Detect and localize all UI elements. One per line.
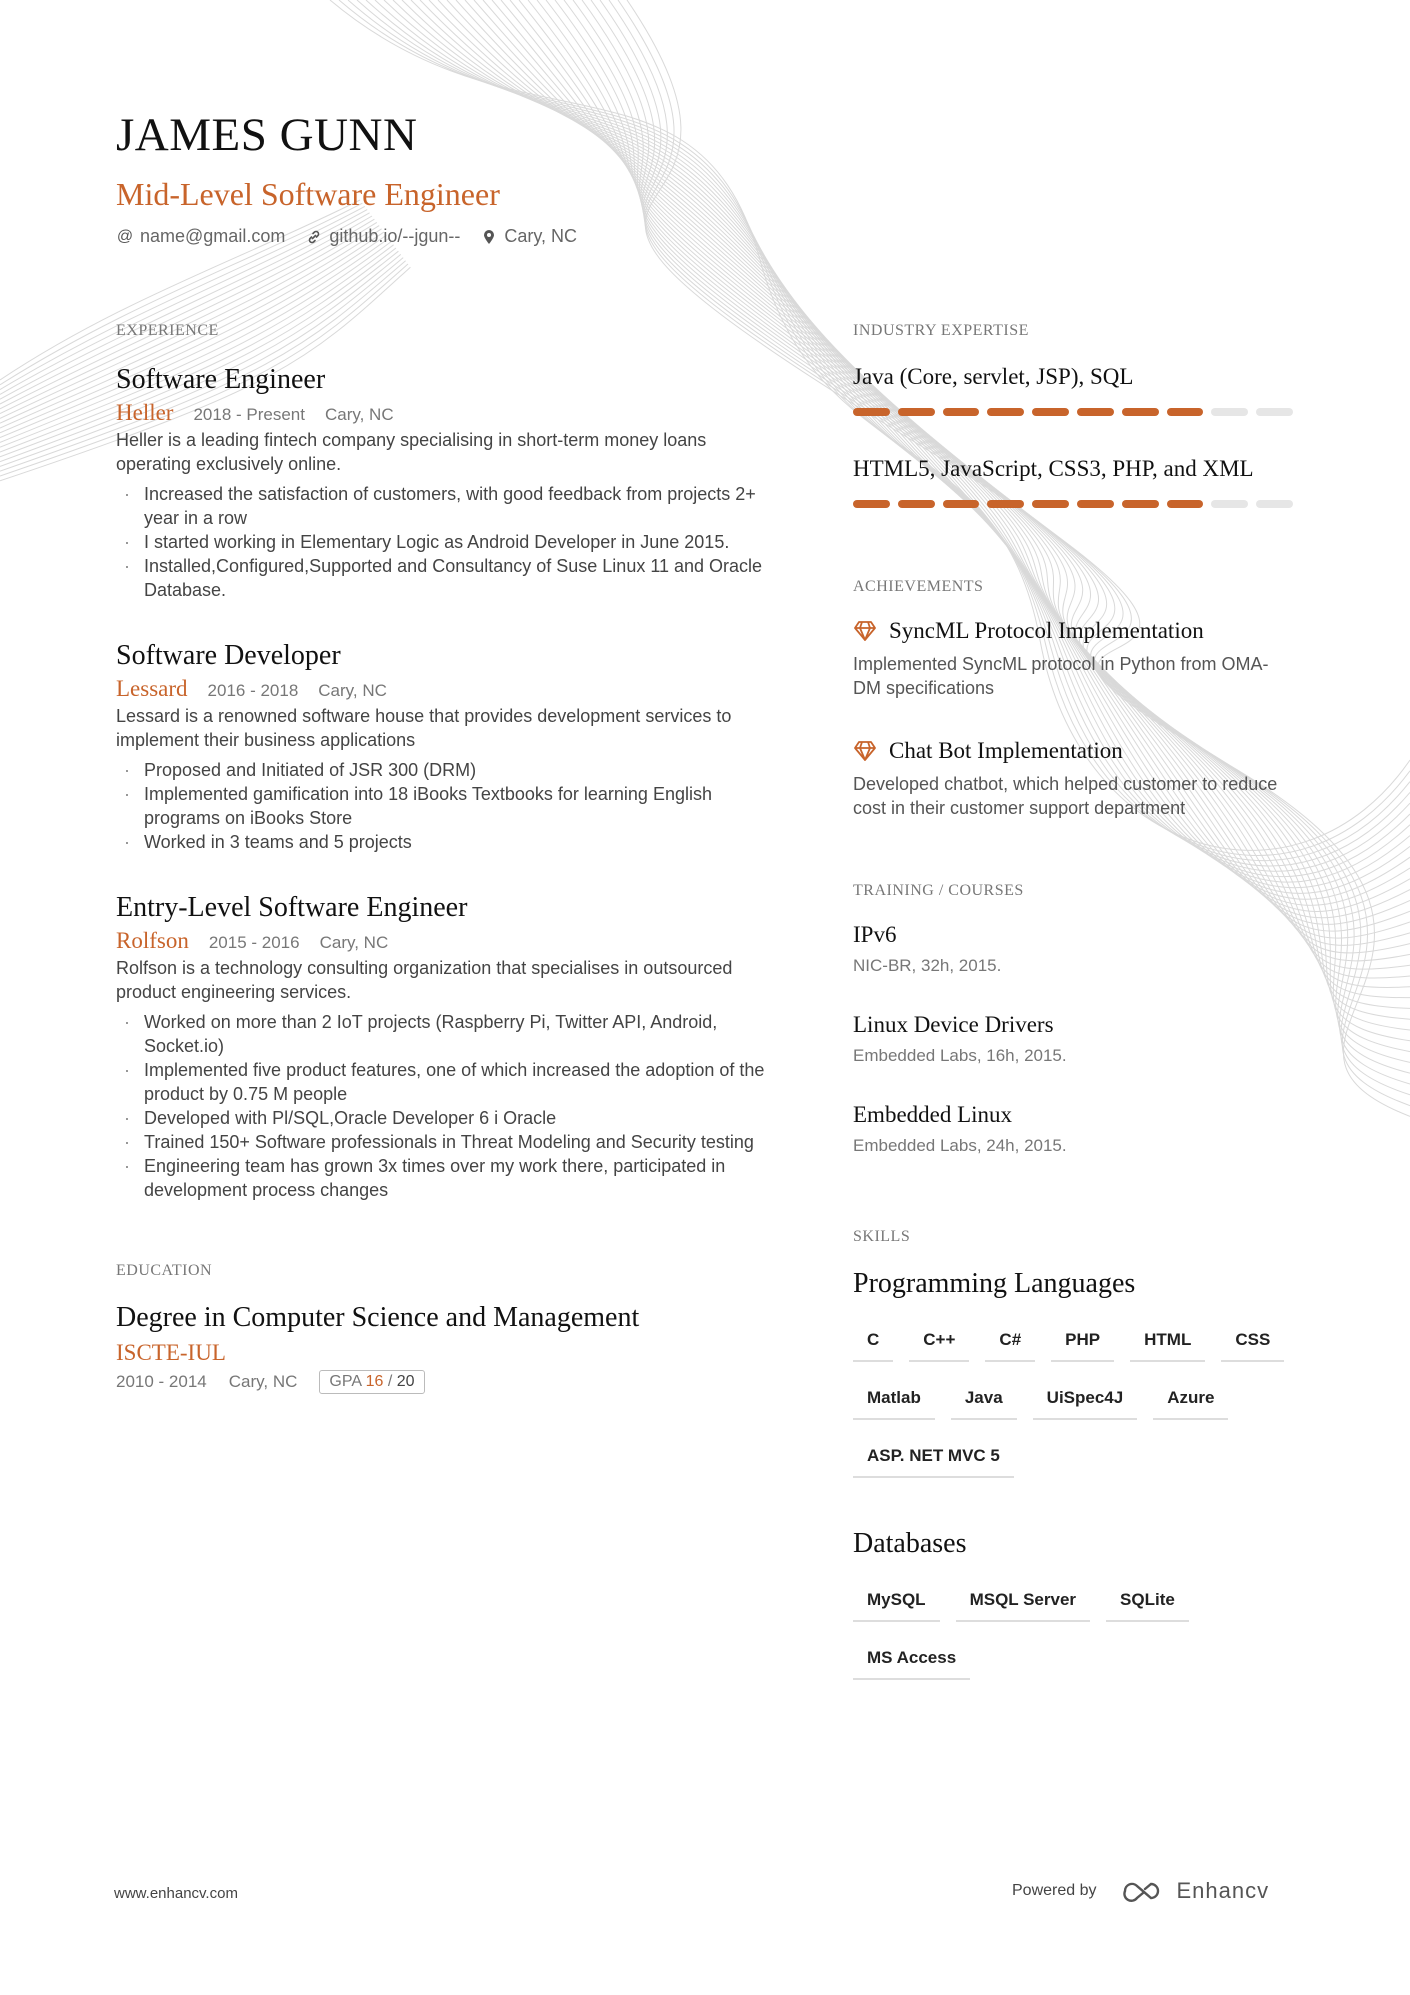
expertise-item bbox=[853, 364, 1293, 416]
gpa-label: GPA bbox=[329, 1373, 362, 1390]
school-name: ISCTE-IUL bbox=[116, 1340, 226, 1365]
course-item bbox=[853, 922, 1293, 976]
skill-tag: MySQL bbox=[853, 1586, 940, 1622]
education-location: Cary, NC bbox=[228, 1372, 298, 1391]
contact-location-text: Cary, NC bbox=[504, 226, 578, 246]
job-dates: 2018 - Present bbox=[193, 405, 305, 424]
job-meta bbox=[116, 676, 781, 702]
expertise-label: Java (Core, servlet, JSP), SQL bbox=[853, 364, 1134, 389]
company-description: Rolfson is a technology consulting organization that specialises in outsourced product engineering services. bbox=[116, 958, 733, 1002]
brand-logo[interactable] bbox=[1121, 1878, 1270, 1904]
education-section-title: EDUCATION bbox=[116, 1262, 213, 1279]
job-bullets bbox=[116, 1010, 781, 1202]
level-segment bbox=[1122, 500, 1159, 508]
skill-tag: C++ bbox=[909, 1326, 969, 1362]
right-column bbox=[853, 322, 1293, 1680]
experience-item bbox=[116, 364, 781, 602]
level-segment bbox=[943, 408, 980, 416]
job-location: Cary, NC bbox=[318, 681, 387, 700]
gpa-max: 20 bbox=[396, 1373, 415, 1390]
skill-tag: SQLite bbox=[1106, 1586, 1189, 1622]
enhancv-logo-icon bbox=[1121, 1879, 1167, 1903]
skill-tag: CSS bbox=[1221, 1326, 1284, 1362]
education-meta bbox=[116, 1370, 781, 1394]
job-title: Software Developer bbox=[116, 640, 341, 671]
education-dates: 2010 - 2014 bbox=[116, 1372, 207, 1391]
bullet-item: · Installed,Configured,Supported and Consultancy of Suse Linux 11 and Oracle Database. bbox=[116, 554, 781, 602]
skill-tag: MS Access bbox=[853, 1644, 970, 1680]
experience-item bbox=[116, 892, 781, 1202]
skill-tag: ASP. NET MVC 5 bbox=[853, 1442, 1014, 1478]
company-description: Lessard is a renowned software house that provides development services to implement their business applications bbox=[116, 706, 732, 750]
experience-section-title: EXPERIENCE bbox=[116, 322, 219, 339]
skills-section-title: SKILLS bbox=[853, 1228, 911, 1245]
level-segment bbox=[1122, 408, 1159, 416]
bullet-item: · Trained 150+ Software professionals in Threat Modeling and Security testing bbox=[116, 1130, 781, 1154]
job-title: Software Engineer bbox=[116, 364, 326, 395]
degree-title: Degree in Computer Science and Management bbox=[116, 1302, 640, 1333]
bullet-item: · Proposed and Initiated of JSR 300 (DRM) bbox=[116, 758, 781, 782]
job-title: Entry-Level Software Engineer bbox=[116, 892, 468, 923]
skill-tag: Matlab bbox=[853, 1384, 935, 1420]
diamond-icon bbox=[853, 620, 877, 642]
bullet-item: · Increased the satisfaction of customers, with good feedback from projects 2+ year in a row bbox=[116, 482, 781, 530]
left-column bbox=[116, 322, 781, 1394]
skill-group-title: Programming Languages bbox=[853, 1268, 1136, 1299]
contact-location bbox=[480, 226, 577, 247]
level-segment bbox=[1032, 500, 1069, 508]
level-segment bbox=[987, 500, 1024, 508]
job-location: Cary, NC bbox=[319, 933, 389, 952]
course-title: IPv6 bbox=[853, 922, 897, 947]
company-description: Heller is a leading fintech company specialising in short-term money loans operating exclusively online. bbox=[116, 430, 707, 474]
bullet-item: · Worked in 3 teams and 5 projects bbox=[116, 830, 781, 854]
job-meta bbox=[116, 400, 781, 426]
skill-tag: HTML bbox=[1130, 1326, 1205, 1362]
level-segment bbox=[1077, 408, 1114, 416]
link-icon bbox=[305, 229, 323, 245]
course-item bbox=[853, 1102, 1293, 1156]
course-meta: Embedded Labs, 24h, 2015. bbox=[853, 1136, 1067, 1155]
bullet-item: · Implemented five product features, one of which increased the adoption of the product by 0.75 M people bbox=[116, 1058, 781, 1106]
level-segment bbox=[1256, 500, 1293, 508]
bullet-item: · I started working in Elementary Logic as Android Developer in June 2015. bbox=[116, 530, 781, 554]
level-segment bbox=[898, 500, 935, 508]
level-segment bbox=[987, 408, 1024, 416]
skill-tag: UiSpec4J bbox=[1033, 1384, 1138, 1420]
bullet-item: · Engineering team has grown 3x times over my work there, participated in development process changes bbox=[116, 1154, 781, 1202]
course-item bbox=[853, 1012, 1293, 1066]
expertise-section-title: INDUSTRY EXPERTISE bbox=[853, 322, 1029, 339]
bullet-item: · Developed with Pl/SQL,Oracle Developer 6 i Oracle bbox=[116, 1106, 781, 1130]
level-segment bbox=[1167, 500, 1204, 508]
contact-website[interactable] bbox=[305, 226, 460, 247]
skill-tag: C# bbox=[985, 1326, 1035, 1362]
level-segment bbox=[1211, 408, 1248, 416]
course-meta: Embedded Labs, 16h, 2015. bbox=[853, 1046, 1067, 1065]
contact-website-text: github.io/--jgun-- bbox=[329, 226, 461, 246]
gpa-value: 16 bbox=[365, 1373, 384, 1390]
location-icon bbox=[480, 229, 498, 245]
skill-tag: MSQL Server bbox=[956, 1586, 1090, 1622]
experience-item bbox=[116, 640, 781, 854]
expertise-level-bar bbox=[853, 408, 1293, 416]
bullet-item: · Implemented gamification into 18 iBooks Textbooks for learning English programs on iBooks Store bbox=[116, 782, 781, 830]
level-segment bbox=[1077, 500, 1114, 508]
contact-email-text: name@gmail.com bbox=[140, 226, 286, 246]
company-name: Heller bbox=[116, 400, 174, 425]
level-segment bbox=[943, 500, 980, 508]
candidate-role: Mid-Level Software Engineer bbox=[116, 176, 500, 212]
course-meta: NIC-BR, 32h, 2015. bbox=[853, 956, 1002, 975]
candidate-name: JAMES GUNN bbox=[116, 109, 418, 161]
level-segment bbox=[1211, 500, 1248, 508]
job-dates: 2015 - 2016 bbox=[208, 933, 300, 952]
achievements-section-title: ACHIEVEMENTS bbox=[853, 578, 984, 595]
achievement-description: Developed chatbot, which helped customer to reduce cost in their customer support department bbox=[853, 774, 1278, 818]
skill-group-title: Databases bbox=[853, 1528, 967, 1559]
company-name: Lessard bbox=[116, 676, 188, 701]
expertise-item bbox=[853, 456, 1293, 508]
training-section-title: TRAINING / COURSES bbox=[853, 882, 1024, 899]
achievement-title: SyncML Protocol Implementation bbox=[889, 618, 1204, 643]
skill-tags bbox=[853, 1586, 1293, 1680]
diamond-icon bbox=[853, 740, 877, 762]
level-segment bbox=[1032, 408, 1069, 416]
level-segment bbox=[898, 408, 935, 416]
achievement-header bbox=[853, 618, 1293, 644]
brand-name: Enhancv bbox=[1176, 1878, 1270, 1903]
achievement-item bbox=[853, 738, 1293, 820]
achievement-title: Chat Bot Implementation bbox=[889, 738, 1123, 763]
job-meta bbox=[116, 928, 781, 954]
course-title: Embedded Linux bbox=[853, 1102, 1013, 1127]
level-segment bbox=[853, 500, 890, 508]
achievement-description: Implemented SyncML protocol in Python from OMA-DM specifications bbox=[853, 654, 1269, 698]
achievement-item bbox=[853, 618, 1293, 700]
expertise-label: HTML5, JavaScript, CSS3, PHP, and XML bbox=[853, 456, 1254, 481]
skill-tag: C bbox=[853, 1326, 893, 1362]
expertise-level-bar bbox=[853, 500, 1293, 508]
company-name: Rolfson bbox=[116, 928, 189, 953]
at-icon: @ bbox=[116, 227, 134, 245]
contact-email[interactable] bbox=[116, 226, 285, 247]
contact-row bbox=[116, 226, 577, 247]
skill-tag: Java bbox=[951, 1384, 1017, 1420]
skill-tag: PHP bbox=[1051, 1326, 1114, 1362]
bullet-item: · Worked on more than 2 IoT projects (Raspberry Pi, Twitter API, Android, Socket.io) bbox=[116, 1010, 781, 1058]
job-bullets bbox=[116, 482, 781, 602]
skill-tag: Azure bbox=[1153, 1384, 1228, 1420]
gpa-badge bbox=[319, 1370, 424, 1394]
powered-by-text: Powered by bbox=[1012, 1882, 1097, 1899]
footer-branding bbox=[1012, 1878, 1269, 1904]
job-dates: 2016 - 2018 bbox=[207, 681, 299, 700]
achievement-header bbox=[853, 738, 1293, 764]
skill-tags bbox=[853, 1326, 1293, 1478]
job-location: Cary, NC bbox=[324, 405, 394, 424]
footer-website[interactable]: www.enhancv.com bbox=[114, 1885, 238, 1902]
level-segment bbox=[853, 408, 890, 416]
level-segment bbox=[1167, 408, 1204, 416]
job-bullets bbox=[116, 758, 781, 854]
course-title: Linux Device Drivers bbox=[853, 1012, 1054, 1037]
gpa-separator: / bbox=[387, 1373, 393, 1390]
level-segment bbox=[1256, 408, 1293, 416]
